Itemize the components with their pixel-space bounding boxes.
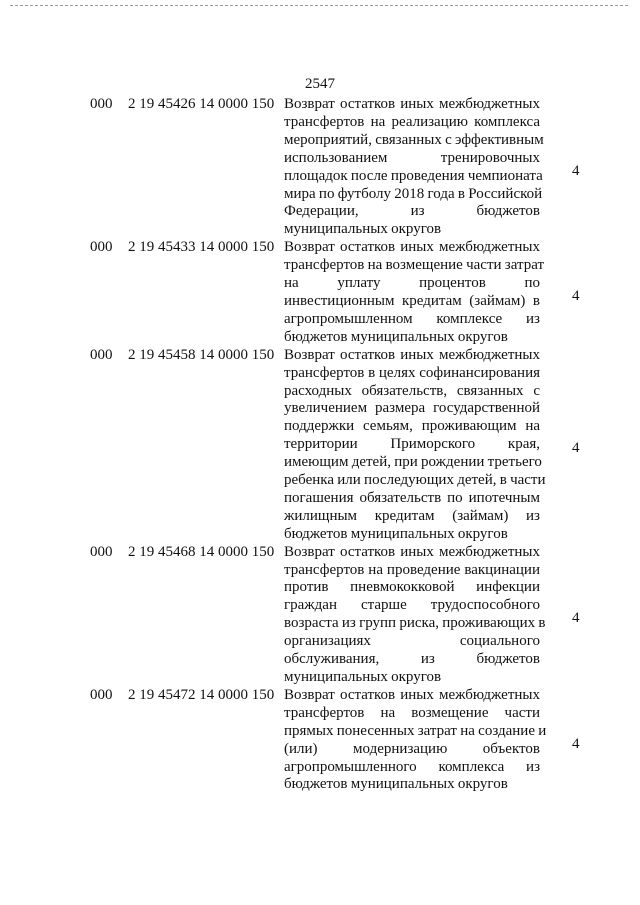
budget-classification-code: 2 19 45472 14 0000 150 bbox=[128, 686, 275, 703]
admin-code: 000 bbox=[90, 96, 113, 112]
revenue-description bbox=[284, 239, 545, 346]
table-row bbox=[0, 544, 640, 687]
scan-top-border bbox=[10, 5, 628, 6]
description-line: Возврат остатков иных межбюджетных bbox=[284, 543, 540, 560]
description-line: бюджетов муниципальных округов bbox=[284, 776, 508, 793]
revenue-description bbox=[284, 543, 546, 687]
description-line: Возврат остатков иных межбюджетных bbox=[284, 346, 540, 363]
description-line: трансфертов на возмещение части затрат bbox=[284, 257, 545, 274]
description-line: трансфертов на возмещение части bbox=[284, 704, 540, 721]
description-line: муниципальных округов bbox=[284, 669, 442, 685]
budget-table bbox=[0, 96, 640, 794]
description-line: возраста из групп риска, проживающих в bbox=[284, 615, 546, 632]
admin-code: 000 bbox=[90, 239, 113, 256]
description-line: прямых понесенных затрат на создание и bbox=[284, 722, 547, 739]
description-line: против пневмококковой инфекции bbox=[284, 579, 540, 596]
table-row bbox=[0, 239, 640, 346]
description-line: муниципальных округов bbox=[284, 221, 442, 238]
description-line: агропромышленного комплекса из bbox=[284, 758, 540, 775]
budget-classification-code: 2 19 45426 14 0000 150 bbox=[128, 96, 275, 112]
description-line: расходных обязательств, связанных с bbox=[284, 382, 540, 399]
revenue-description bbox=[284, 346, 546, 544]
description-line: трансфертов на проведение вакцинации bbox=[284, 561, 540, 578]
description-line: трансфертов на реализацию комплекса bbox=[284, 113, 540, 130]
description-line: Возврат остатков иных межбюджетных bbox=[284, 239, 540, 256]
budget-classification-code: 2 19 45458 14 0000 150 bbox=[128, 346, 275, 363]
table-row bbox=[0, 96, 640, 239]
description-line: агропромышленном комплексе из bbox=[284, 310, 540, 327]
description-line: граждан старше трудоспособного bbox=[284, 597, 540, 614]
admin-code: 000 bbox=[90, 346, 113, 363]
description-line: площадок после проведения чемпионата bbox=[284, 167, 543, 184]
page-number: 2547 bbox=[305, 76, 335, 92]
description-line: бюджетов муниципальных округов bbox=[284, 328, 508, 345]
admin-code: 000 bbox=[90, 686, 113, 703]
description-line: жилищным кредитам (займам) из bbox=[284, 507, 540, 524]
amount-value: 4 bbox=[572, 288, 580, 304]
description-line: территории Приморского края, bbox=[284, 436, 540, 453]
description-line: Возврат остатков иных межбюджетных bbox=[284, 96, 540, 112]
table-row bbox=[0, 347, 640, 544]
description-line: использованием тренировочных bbox=[284, 149, 540, 166]
description-line: погашения обязательств по ипотечным bbox=[284, 489, 540, 506]
admin-code: 000 bbox=[90, 543, 113, 560]
description-line: трансфертов в целях софинансирования bbox=[284, 364, 540, 381]
amount-value: 4 bbox=[572, 162, 580, 179]
description-line: ребенка или последующих детей, в части bbox=[284, 472, 546, 489]
budget-classification-code: 2 19 45433 14 0000 150 bbox=[128, 239, 275, 256]
description-line: мира по футболу 2018 года в Российской bbox=[284, 185, 543, 202]
description-line: обслуживания, из бюджетов bbox=[284, 651, 540, 668]
description-line: на уплату процентов по bbox=[284, 275, 540, 292]
description-line: увеличением размера государственной bbox=[284, 400, 540, 417]
revenue-description bbox=[284, 96, 544, 239]
amount-value: 4 bbox=[572, 735, 580, 752]
description-line: инвестиционным кредитам (займам) в bbox=[284, 292, 540, 309]
revenue-description bbox=[284, 686, 547, 794]
description-line: (или) модернизацию объектов bbox=[284, 740, 540, 757]
description-line: Федерации, из бюджетов bbox=[284, 203, 540, 220]
description-line: имеющим детей, при рождении третьего bbox=[284, 454, 542, 471]
description-line: Возврат остатков иных межбюджетных bbox=[284, 686, 540, 703]
amount-value: 4 bbox=[572, 440, 580, 457]
description-line: поддержки семьям, проживающим на bbox=[284, 418, 540, 435]
amount-value: 4 bbox=[572, 610, 580, 627]
description-line: организациях социального bbox=[284, 633, 540, 650]
table-row bbox=[0, 687, 640, 794]
budget-classification-code: 2 19 45468 14 0000 150 bbox=[128, 543, 275, 560]
description-line: мероприятий, связанных с эффективным bbox=[284, 131, 544, 148]
description-line: бюджетов муниципальных округов bbox=[284, 525, 508, 542]
